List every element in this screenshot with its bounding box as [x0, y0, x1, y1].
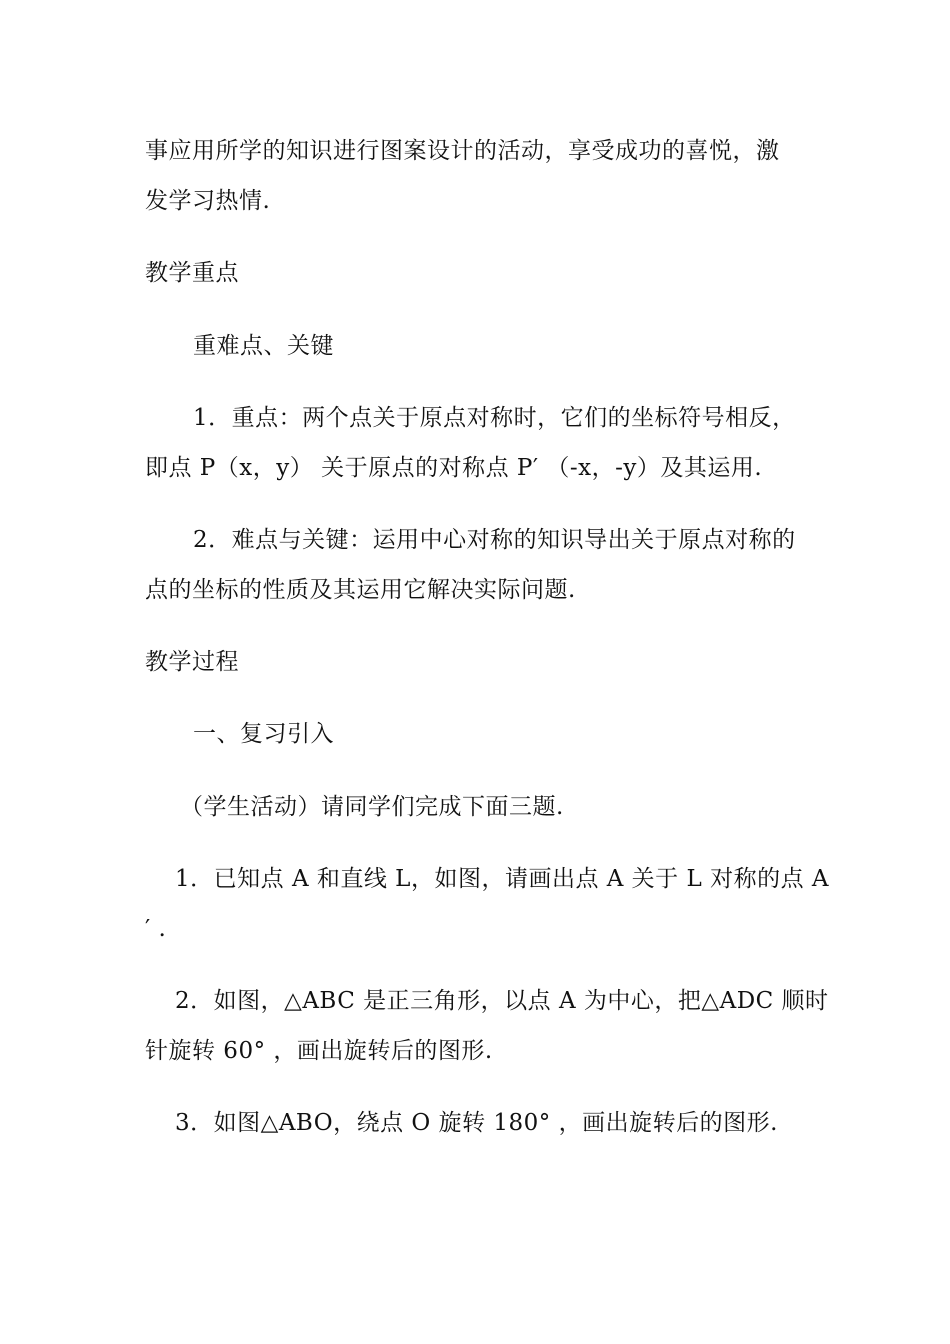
section-heading-teaching-focus: 教学重点	[145, 260, 239, 286]
subheading-difficulty-key: 重难点、关键	[193, 333, 334, 359]
subheading-review-intro: 一、复习引入	[193, 721, 334, 747]
paragraph-line: ′ .	[145, 916, 167, 942]
section-heading-teaching-process: 教学过程	[145, 649, 239, 675]
exercise-item-3: 3．如图△ABO，绕点 O 旋转 180° ，画出旋转后的图形.	[175, 1110, 778, 1136]
paragraph-line: 即点 P（x，y） 关于原点的对称点 P′ （-x，-y）及其运用.	[145, 455, 763, 481]
exercise-item-2: 2．如图，△ABC 是正三角形，以点 A 为中心，把△ADC 顺时	[175, 988, 829, 1014]
list-item-difficulty: 2．难点与关键：运用中心对称的知识导出关于原点对称的	[193, 527, 796, 553]
list-item-focus: 1．重点：两个点关于原点对称时，它们的坐标符号相反，	[193, 405, 796, 431]
student-activity-line: （学生活动）请同学们完成下面三题.	[180, 794, 564, 820]
paragraph-line: 事应用所学的知识进行图案设计的活动，享受成功的喜悦，激	[145, 138, 780, 164]
paragraph-line: 点的坐标的性质及其运用它解决实际问题.	[145, 577, 576, 603]
paragraph-line: 发学习热情.	[145, 188, 271, 214]
paragraph-line: 针旋转 60° ，画出旋转后的图形.	[145, 1038, 493, 1064]
exercise-item-1: 1．已知点 A 和直线 L，如图，请画出点 A 关于 L 对称的点 A	[175, 866, 829, 892]
